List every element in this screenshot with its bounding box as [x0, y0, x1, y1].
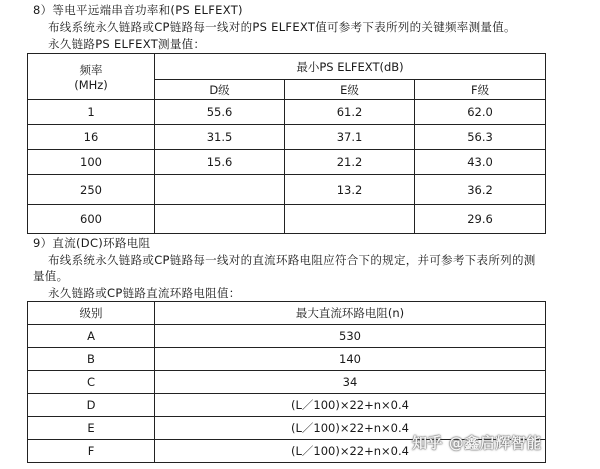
section9-table-caption: 永久链路或CP链路直流环路电阻值：: [48, 286, 241, 300]
table-row: [28, 394, 546, 417]
f-cell: 43.0: [415, 150, 546, 175]
resistance-cell: 34: [155, 371, 546, 394]
table-row: [28, 205, 546, 234]
f-cell: 62.0: [415, 100, 546, 125]
e-cell: [285, 205, 415, 234]
table-row: [28, 100, 546, 125]
table-row: [28, 125, 546, 150]
class-cell: F: [28, 440, 155, 463]
class-f-header: F级: [415, 80, 546, 100]
min-ps-elfext-header: 最小PS ELFEXT(dB): [155, 54, 546, 80]
class-cell: D: [28, 394, 155, 417]
d-cell: [155, 175, 285, 205]
table-row: [28, 175, 546, 205]
d-cell: 31.5: [155, 125, 285, 150]
class-cell: B: [28, 348, 155, 371]
e-cell: 13.2: [285, 175, 415, 205]
table-row: [28, 348, 546, 371]
e-cell: 61.2: [285, 100, 415, 125]
freq-cell: 100: [28, 150, 155, 175]
f-cell: 36.2: [415, 175, 546, 205]
section9-description-line2: 量值。: [33, 269, 69, 283]
table-row: [28, 371, 546, 394]
section8-heading: 8）等电平远端串音功率和(PS ELFEXT): [33, 3, 243, 17]
freq-header: [28, 54, 155, 100]
e-cell: 21.2: [285, 150, 415, 175]
resistance-cell: (L／100)×22+n×0.4: [155, 417, 546, 440]
max-resistance-header: 最大直流环路电阻(n): [155, 302, 546, 325]
class-e-header: E级: [285, 80, 415, 100]
class-cell: A: [28, 325, 155, 348]
f-cell: 29.6: [415, 205, 546, 234]
resistance-cell: 530: [155, 325, 546, 348]
d-cell: [155, 205, 285, 234]
resistance-cell: (L／100)×22+n×0.4: [155, 394, 546, 417]
d-cell: 15.6: [155, 150, 285, 175]
freq-cell: 1: [28, 100, 155, 125]
zhihu-watermark: 知乎 @鑫启辉智能: [412, 434, 542, 452]
class-header: 级别: [28, 302, 155, 325]
freq-cell: 250: [28, 175, 155, 205]
ps-elfext-table: [27, 53, 546, 234]
resistance-cell: 140: [155, 348, 546, 371]
section9-description-line1: 布线系统永久链路或CP链路每一线对的直流环路电阻应符合下的规定，并可参考下表所列的测: [48, 253, 536, 267]
freq-cell: 16: [28, 125, 155, 150]
e-cell: 37.1: [285, 125, 415, 150]
class-cell: C: [28, 371, 155, 394]
section9-heading: 9）直流(DC)环路电阻: [33, 236, 151, 250]
class-cell: E: [28, 417, 155, 440]
freq-cell: 600: [28, 205, 155, 234]
class-d-header: D级: [155, 80, 285, 100]
d-cell: 55.6: [155, 100, 285, 125]
f-cell: 56.3: [415, 125, 546, 150]
section8-table-caption: 永久链路PS ELFEXT测量值：: [48, 37, 206, 51]
section8-description: 布线系统永久链路或CP链路每一线对的PS ELFEXT值可参考下表所列的关键频率测量值。: [48, 20, 516, 34]
table-row: [28, 150, 546, 175]
freq-header-unit: (MHz): [74, 77, 108, 92]
table-row: [28, 325, 546, 348]
resistance-cell: (L／100)×22+n×0.4: [155, 440, 546, 463]
freq-header-label: 频率: [79, 62, 103, 77]
